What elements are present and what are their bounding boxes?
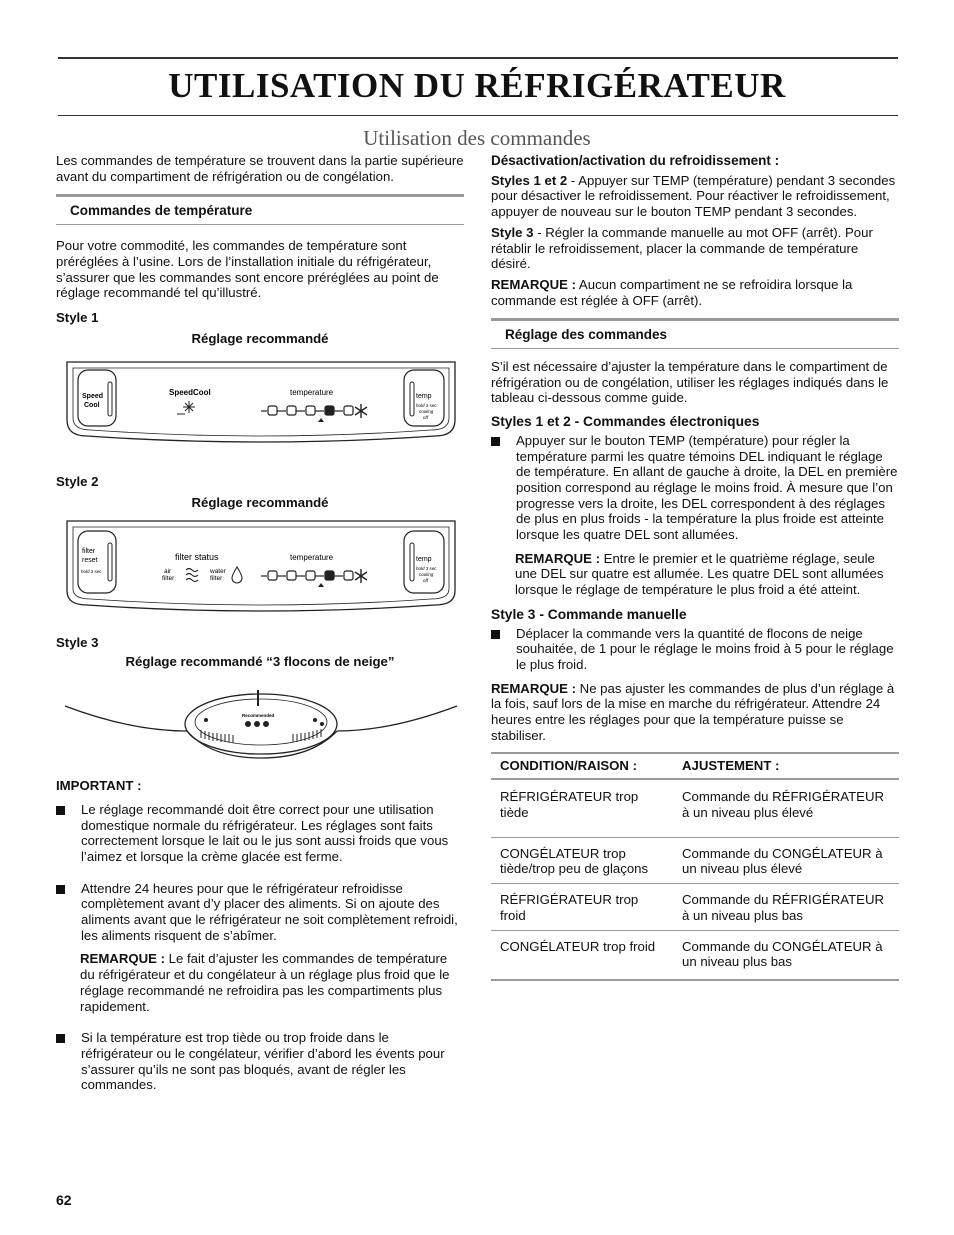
temperature-led-row-2 xyxy=(261,569,367,587)
reset-label: reset xyxy=(82,556,98,564)
style3-dial xyxy=(61,676,461,764)
styles12-heading: Styles 1 et 2 - Commandes électroniques xyxy=(491,414,760,430)
hold-3sec-label: hold 3 sec xyxy=(81,568,102,574)
table-row: CONGÉLATEUR trop tiède/trop peu de glaçons Commande du CONGÉLATEUR à un niveau plus élevé xyxy=(491,837,899,883)
air-filter-icon xyxy=(186,568,198,581)
air-filter-label: filter xyxy=(162,574,175,582)
water-label: water xyxy=(210,567,226,575)
column-header-adjustment: AJUSTEMENT : xyxy=(673,753,899,780)
dial-ticks xyxy=(201,729,321,743)
table-row: RÉFRIGÉRATEUR trop tiède Commande du RÉFRIGÉRATEUR à un niveau plus élevé xyxy=(491,779,899,837)
important-bullet-1: Le réglage recommandé doit être correct pour une utilisation domestique normale du réfrigérateur. Les réglages sont faits correctement lorsque le lait ou le jus sont aussi froids que vous l’aimez et lorsque la crème glacée est ferme. xyxy=(56,802,464,865)
deactivation-para-1: Styles 1 et 2 - Appuyer sur TEMP (température) pendant 3 secondes pour désactiver le refroidissement. Pour réactiver le refroidissement, appuyer de nouveau sur le bouton TEMP pendant 3 secondes. xyxy=(491,172,896,220)
temperature-label-2: temperature xyxy=(290,552,334,562)
style3-bullet: Déplacer la commande vers la quantité de flocons de neige souhaitée, de 1 pour le réglage le moins froid à 5 pour le réglage le plus froid. xyxy=(491,626,899,673)
temp-button-label: temp xyxy=(416,393,432,401)
temperature-paragraph: Pour votre commodité, les commandes de température sont préréglées à l’usine. Lors de l’installation initiale du réfrigérateur, s’assurer que les commandes sont encore préréglées au point de réglage recommandé tel qu’illustré. xyxy=(56,238,439,301)
snowflakes-icon xyxy=(204,718,324,727)
temperature-led-row xyxy=(261,404,367,422)
table-row: RÉFRIGÉRATEUR trop froid Commande du RÉFRIGÉRATEUR à un niveau plus bas xyxy=(491,884,899,930)
important-note: REMARQUE : Le fait d’ajuster les commandes de température du réfrigérateur et du congélateur à un réglage plus froid que le réglage recommandé ne refroidira pas les compartiments plus rapidement. xyxy=(80,951,450,1014)
right-column xyxy=(491,153,899,981)
styles12-bullet: Appuyer sur le bouton TEMP (température) pour régler la température parmi les quatre témoins DEL indiquant le réglage de température. En allant de gauche à droite, la DEL en première position correspond au réglage le moins froid. À mesure que l’on progresse vers la droite, les DEL correspondent à des réglages de plus en plus froids - la température la plus froide est atteinte lorsque les quatre DEL sont allumées. xyxy=(491,433,899,543)
style2-control-panel xyxy=(61,517,461,619)
title-underline xyxy=(58,115,898,116)
bullet-square-icon xyxy=(491,437,500,446)
adjustment-table xyxy=(491,752,899,981)
table-header-row xyxy=(491,753,899,780)
filter-label: filter xyxy=(82,547,96,555)
style2-caption: Réglage recommandé xyxy=(191,495,329,511)
page-title: UTILISATION DU RÉFRIGÉRATEUR xyxy=(168,66,786,105)
hold-label-2: hold 3 sec xyxy=(416,565,437,571)
top-rule xyxy=(58,57,898,59)
style3-heading: Style 3 - Commande manuelle xyxy=(491,606,687,622)
important-bullet-3: Si la température est trop tiède ou trop froide dans le réfrigérateur ou le congélateur, vérifier d’abord les évents pour s’assurer qu’ils ne sont pas bloqués, avant de régler les commandes. xyxy=(56,1030,464,1093)
snowflake-icon xyxy=(177,401,195,414)
important-bullet-2: Attendre 24 heures pour que le réfrigérateur refroidisse complètement avant d’y placer des aliments. Si on ajoute des aliments avant que le réfrigérateur ne soit complètement refroidi, les aliments risquent de s’abîmer. xyxy=(56,881,464,944)
intro-paragraph: Les commandes de température se trouvent dans la partie supérieure avant du compartiment de réfrigération ou de congélation. xyxy=(56,153,464,184)
style1-control-panel xyxy=(61,358,461,450)
table-row: CONGÉLATEUR trop froid Commande du CONGÉLATEUR à un niveau plus bas xyxy=(491,930,899,980)
recommended-dial-label: Recommended xyxy=(242,713,275,719)
water-drop-icon xyxy=(232,567,242,583)
deactivation-heading: Désactivation/activation du refroidissement : xyxy=(491,153,780,168)
section-subtitle: Utilisation des commandes xyxy=(363,126,591,150)
style1-caption: Réglage recommandé xyxy=(191,330,329,346)
bullet-square-icon xyxy=(56,1034,65,1043)
temp-button-label-2: temp xyxy=(416,555,432,563)
styles12-note: REMARQUE : Entre le premier et le quatrième réglage, seule une DEL sur quatre est allumée. Les quatre DEL sont allumées lorsque le réglage de température le plus froid a été atteint. xyxy=(515,550,884,598)
deactivation-note: REMARQUE : Aucun compartiment ne se refroidira lorsque la commande est réglée à OFF (arrêt). xyxy=(491,276,853,308)
cool-label: Cool xyxy=(84,402,100,410)
style3-note: REMARQUE : Ne pas ajuster les commandes de plus d’un réglage à la fois, sauf lors de la mise en marche du réfrigérateur. Attendre 24 heures entre les réglages pour que la température puisse se stabiliser. xyxy=(491,680,895,743)
bullet-square-icon xyxy=(56,885,65,894)
speedcool-label: SpeedCool xyxy=(169,388,211,398)
style3-label: Style 3 xyxy=(56,634,99,650)
column-header-condition: CONDITION/RAISON : xyxy=(491,753,673,780)
bullet-square-icon xyxy=(56,806,65,815)
left-column xyxy=(56,153,464,1093)
hold-label: hold 3 sec xyxy=(416,403,437,409)
page-number: 62 xyxy=(56,1192,72,1208)
cooling-label: cooling xyxy=(419,409,434,415)
off-label: off xyxy=(423,415,429,421)
section-heading-temperature: Commandes de température xyxy=(56,194,464,225)
temperature-label: temperature xyxy=(290,388,334,398)
speed-label: Speed xyxy=(82,393,104,401)
deactivation-para-2: Style 3 - Régler la commande manuelle au mot OFF (arrêt). Pour rétablir le refroidissement, placer la commande de température désiré. xyxy=(491,224,873,272)
filter-status-label: filter status xyxy=(175,551,219,562)
important-label: IMPORTANT : xyxy=(56,778,142,794)
style2-label: Style 2 xyxy=(56,474,99,490)
off-label-2: off xyxy=(423,577,429,583)
style3-caption: Réglage recommandé “3 flocons de neige” xyxy=(125,654,395,670)
bullet-square-icon xyxy=(491,630,500,639)
air-label: air xyxy=(164,567,172,575)
adjustment-paragraph: S’il est nécessaire d’ajuster la température dans le compartiment de réfrigération ou de congélation, utiliser les réglages indiqués dans le tableau ci-dessous comme guide. xyxy=(491,359,889,406)
section-heading-adjustment: Réglage des commandes xyxy=(491,318,899,349)
style1-label: Style 1 xyxy=(56,309,99,325)
cooling-label-2: cooling xyxy=(419,571,434,577)
water-filter-label: filter xyxy=(210,574,223,582)
